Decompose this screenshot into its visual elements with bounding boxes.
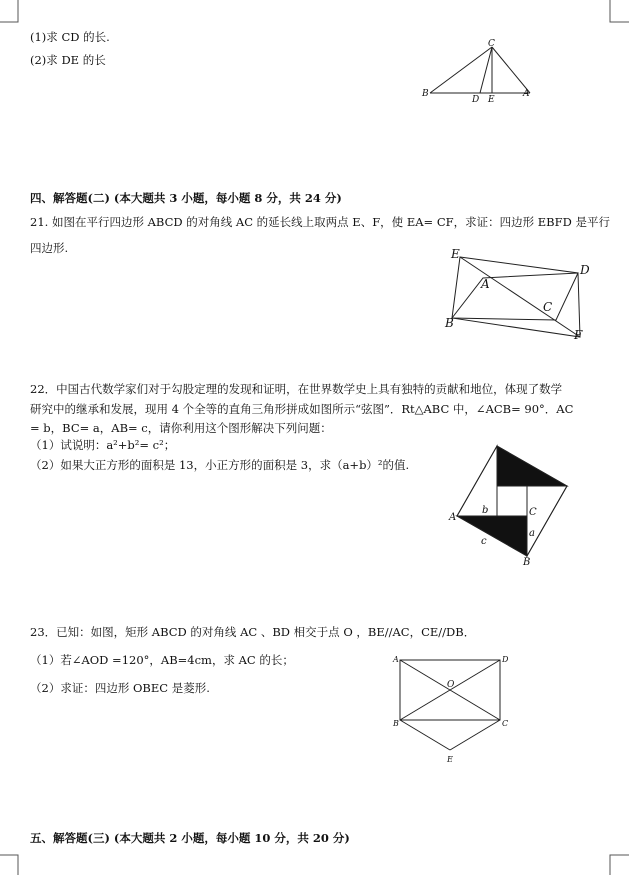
q21-label-d: D xyxy=(580,263,590,277)
q20-label-b: B xyxy=(422,89,429,99)
q20-label-c: C xyxy=(488,39,495,49)
q23-label-d: D xyxy=(502,655,509,664)
q20-part1: (1)求 CD 的长. xyxy=(30,30,110,44)
q23-label-o: O xyxy=(447,680,455,690)
q23-rectangle-figure xyxy=(390,650,520,770)
section4-heading: 四、解答题(二) (本大题共 3 小题，每小题 8 分，共 24 分) xyxy=(30,191,342,205)
q22-line2: 研究中的继承和发展，现用 4 个全等的直角三角形拼成如图所示“弦图”．Rt△ABC 中，∠ACB= 90°．AC xyxy=(30,402,574,416)
section5-heading: 五、解答题(三) (本大题共 2 小题，每小题 10 分，共 20 分) xyxy=(30,831,350,845)
q22-string-figure xyxy=(445,440,575,570)
q22-line1: 22．中国古代数学家们对于勾股定理的发现和证明，在世界数学史上具有独特的贡献和地位，体现了数学 xyxy=(30,382,563,396)
q22-part1: （1）试说明：a²+b²= c²； xyxy=(30,438,176,452)
q21-line1: 21. 如图在平行四边形 ABCD 的对角线 AC 的延长线上取两点 E、F，使 EA= CF，求证：四边形 EBFD 是平行 xyxy=(30,215,610,229)
q22-label-c-point: C xyxy=(529,507,537,518)
q22-label-b-side: b xyxy=(482,505,489,516)
q20-label-e: E xyxy=(488,95,495,105)
q21-line2: 四边形. xyxy=(30,241,69,255)
q20-label-a: A xyxy=(523,89,530,99)
q21-label-f: F xyxy=(574,328,583,342)
q23-label-e: E xyxy=(447,755,453,764)
q20-part2: (2)求 DE 的长 xyxy=(30,53,106,67)
q22-part2: （2）如果大正方形的面积是 13，小正方形的面积是 3，求（a+b）²的值. xyxy=(30,458,410,472)
q23-label-b: B xyxy=(393,719,399,728)
q22-label-a-side: a xyxy=(529,528,535,539)
q20-triangle-figure xyxy=(420,38,540,103)
q21-label-a: A xyxy=(481,277,490,291)
q21-label-b: B xyxy=(445,316,454,330)
q21-label-c: C xyxy=(543,300,553,314)
q22-label-b-point: B xyxy=(523,557,531,568)
q23-label-c: C xyxy=(502,719,509,728)
q22-label-a: A xyxy=(449,512,457,523)
q23-line1: 23．已知：如图，矩形 ABCD 的对角线 AC 、BD 相交于点 O ，BE//AC，CE//DB． xyxy=(30,625,476,639)
q22-label-c-side: c xyxy=(481,536,487,547)
q23-part1: （1）若∠AOD =120°，AB=4cm，求 AC 的长； xyxy=(30,653,294,667)
q22-line3: = b，BC= a，AB= c，请你利用这个图形解决下列问题： xyxy=(30,421,332,435)
q23-label-a: A xyxy=(393,655,399,664)
q23-part2: （2）求证：四边形 OBEC 是菱形. xyxy=(30,681,210,695)
q21-parallelogram-figure xyxy=(440,245,600,345)
q20-label-d: D xyxy=(472,95,480,105)
q21-label-e: E xyxy=(451,247,460,261)
